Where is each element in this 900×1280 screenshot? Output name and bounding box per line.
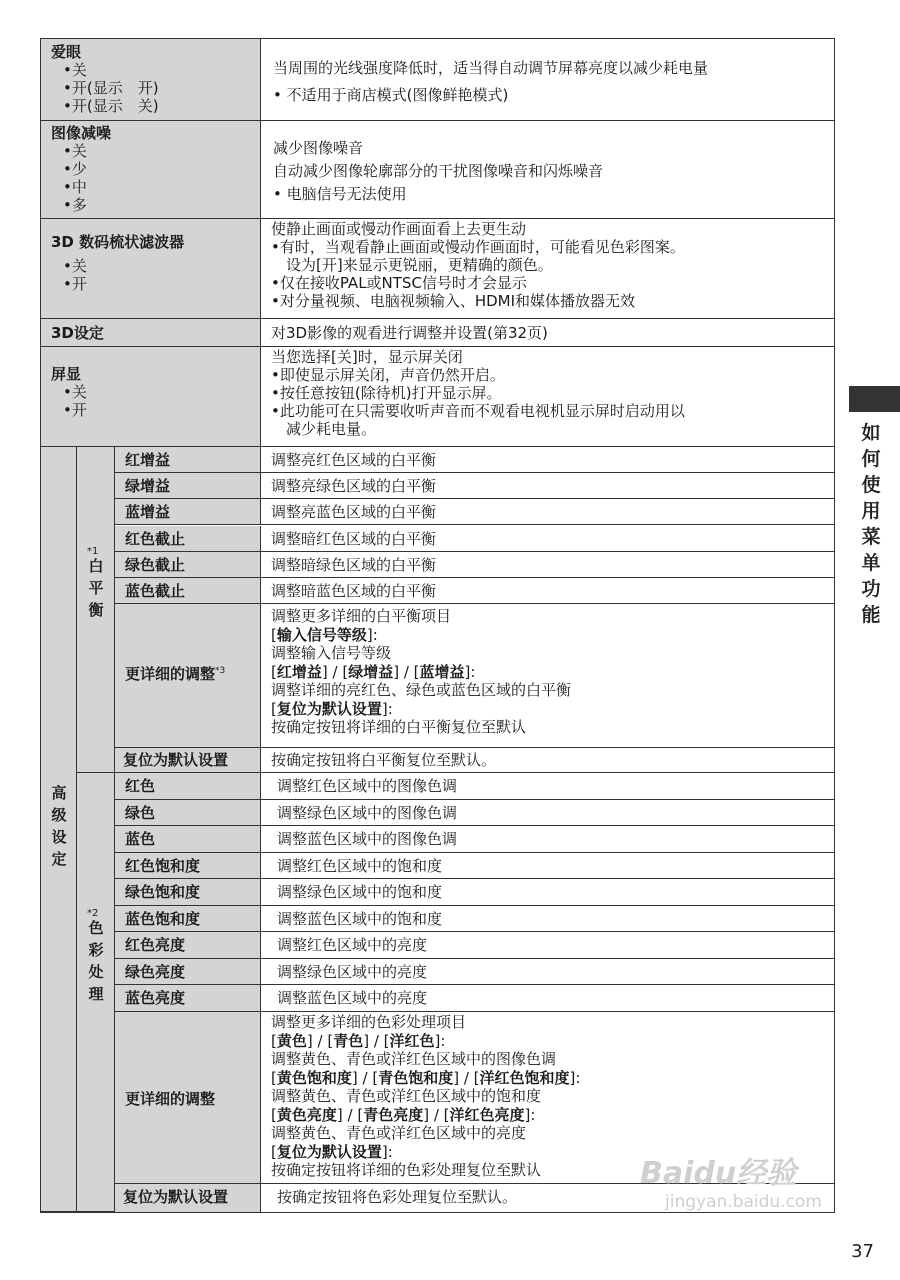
wb-item-name: 蓝色截止 (115, 578, 261, 604)
cp-label-char: 理 (88, 985, 104, 1003)
advanced-label-char: 定 (51, 850, 67, 868)
cp-detail-line: [复位为默认设置]: (271, 1142, 393, 1161)
wb-reset-desc: 按确定按钮将白平衡复位至默认。 (261, 748, 834, 773)
cp-detail-line: [黄色饱和度] / [青色饱和度] / [洋红色饱和度]: (271, 1068, 581, 1087)
comb-line: 使静止画面或慢动作画面看上去更生动 (271, 220, 527, 238)
side-tab-bar (849, 386, 900, 412)
cp-item-desc: 调整蓝色区域中的图像色调 (261, 826, 834, 853)
watermark-brand: Baidu经验 (640, 1156, 797, 1191)
wb-detail-label: 更详细的调整 (125, 665, 216, 683)
advanced-label (41, 782, 77, 870)
cp-item-desc: 调整红色区域中的亮度 (261, 932, 834, 959)
row-noise-label (41, 121, 261, 219)
cp-detail-name: 更详细的调整 (115, 1012, 261, 1184)
noise-title: 图像减噪 (51, 124, 112, 142)
wb-item-name: 绿增益 (115, 473, 261, 499)
cp-item-name: 蓝色 (115, 826, 261, 853)
row-comb-desc (261, 219, 834, 319)
cp-item-desc: 调整蓝色区域中的亮度 (261, 985, 834, 1012)
aiyan-desc: 当周围的光线强度降低时，适当得自动调节屏幕亮度以减少耗电量 (273, 59, 709, 77)
cp-label-char: 彩 (88, 941, 104, 959)
cp-mark: *2 (87, 908, 99, 919)
cp-item-desc: 调整红色区域中的饱和度 (261, 853, 834, 880)
wb-label (77, 555, 115, 621)
wb-detail-mark: *3 (215, 666, 226, 676)
wb-label-char: 白 (88, 557, 104, 575)
wb-item-name: 蓝增益 (115, 499, 261, 525)
row-3d-desc: 对3D影像的观看进行调整并设置(第32页) (261, 319, 834, 347)
osd-line: •即使显示屏关闭，声音仍然开启。 (271, 366, 505, 384)
cp-detail-line: [黄色亮度] / [青色亮度] / [洋红色亮度]: (271, 1105, 536, 1124)
cp-item-name: 红色饱和度 (115, 853, 261, 880)
advanced-label-char: 级 (51, 806, 67, 824)
advanced-label-col (41, 447, 77, 1212)
osd-line: •按任意按钮(除待机)打开显示屏。 (271, 384, 502, 402)
cp-label-col (77, 773, 115, 1212)
cp-item-desc: 调整绿色区域中的图像色调 (261, 800, 834, 827)
cp-item-name: 蓝色饱和度 (115, 906, 261, 933)
row-3d-label: 3D设定 (41, 319, 261, 347)
comb-title: 3D 数码梳状滤波器 (51, 233, 185, 251)
cp-detail-line: 调整黄色、青色或洋红色区域中的亮度 (271, 1124, 527, 1142)
cp-item-name: 红色亮度 (115, 932, 261, 959)
cp-item-desc: 调整绿色区域中的饱和度 (261, 879, 834, 906)
wb-item-desc: 调整暗蓝色区域的白平衡 (261, 578, 834, 604)
wb-detail-name (115, 604, 261, 748)
wb-detail-line: 调整更多详细的白平衡项目 (271, 607, 452, 625)
comb-line: •仅在接收PAL或NTSC信号时才会显示 (271, 274, 527, 292)
wb-detail-line: 按确定按钮将详细的白平衡复位至默认 (271, 718, 527, 736)
wb-detail-line: [红增益] / [绿增益] / [蓝增益]: (271, 662, 476, 681)
page-number: 37 (851, 1241, 874, 1262)
cp-label-char: 色 (88, 919, 104, 937)
cp-detail-line: 调整黄色、青色或洋红色区域中的图像色调 (271, 1050, 557, 1068)
row-osd-desc (261, 347, 834, 447)
comb-line: •有时，当观看静止画面或慢动作画面时，可能看见色彩图案。 (271, 238, 685, 256)
wb-reset-name: 复位为默认设置 (115, 748, 261, 773)
osd-opt: •开 (63, 401, 87, 419)
cp-reset-name: 复位为默认设置 (115, 1184, 261, 1212)
wb-label-char: 平 (88, 579, 104, 597)
row-noise-desc (261, 121, 834, 219)
cp-detail-line: [黄色] / [青色] / [洋红色]: (271, 1031, 446, 1050)
cp-reset-desc: 按确定按钮将色彩处理复位至默认。 (277, 1188, 518, 1206)
advanced-label-char: 设 (51, 828, 67, 846)
cp-detail-line: 调整黄色、青色或洋红色区域中的饱和度 (271, 1087, 542, 1105)
comb-line: •对分量视频、电脑视频输入、HDMI和媒体播放器无效 (271, 292, 636, 310)
aiyan-note: • 不适用于商店模式(图像鲜艳模式) (273, 86, 509, 104)
cp-detail-line: 按确定按钮将详细的色彩处理复位至默认 (271, 1161, 542, 1179)
noise-opt: •多 (63, 196, 87, 214)
noise-desc2: 自动减少图像轮廓部分的干扰图像噪音和闪烁噪音 (273, 162, 604, 180)
osd-line: 当您选择[关]时，显示屏关闭 (271, 348, 463, 366)
noise-opt: •中 (63, 178, 87, 196)
row-osd-label (41, 347, 261, 447)
cp-item-desc: 调整蓝色区域中的饱和度 (261, 906, 834, 933)
osd-title: 屏显 (51, 365, 82, 383)
wb-item-desc: 调整亮蓝色区域的白平衡 (261, 499, 834, 525)
aiyan-opt: •开(显示 开) (63, 79, 159, 97)
wb-item-name: 红增益 (115, 447, 261, 473)
comb-line: 设为[开]来显示更锐丽，更精确的颜色。 (271, 256, 553, 274)
wb-label-col (77, 447, 115, 773)
wb-detail-desc (261, 604, 834, 748)
wb-detail-line: 调整输入信号等级 (271, 644, 392, 662)
wb-item-name: 红色截止 (115, 526, 261, 552)
osd-line: •此功能可在只需要收听声音而不观看电视机显示屏时启动用以 (271, 402, 685, 420)
watermark-url: jingyan.baidu.com (665, 1192, 822, 1212)
cp-item-name: 绿色饱和度 (115, 879, 261, 906)
wb-detail-line: 调整详细的亮红色、绿色或蓝色区域的白平衡 (271, 681, 572, 699)
cp-label-char: 处 (88, 963, 104, 981)
wb-detail-line: [复位为默认设置]: (271, 699, 393, 718)
side-tab-text: 如何使用菜单功能 (861, 422, 881, 626)
cp-label (77, 917, 115, 1005)
wb-mark: *1 (87, 546, 99, 557)
cp-item-desc: 调整绿色区域中的亮度 (261, 959, 834, 986)
wb-item-name: 绿色截止 (115, 552, 261, 578)
wb-detail-line: [输入信号等级]: (271, 625, 378, 644)
wb-item-desc: 调整暗红色区域的白平衡 (261, 526, 834, 552)
wb-label-char: 衡 (88, 601, 104, 619)
wb-item-desc: 调整亮红色区域的白平衡 (261, 447, 834, 473)
cp-detail-line: 调整更多详细的色彩处理项目 (271, 1013, 467, 1031)
aiyan-title: 爱眼 (51, 43, 82, 61)
cp-item-name: 蓝色亮度 (115, 985, 261, 1012)
comb-opt: •关 (63, 257, 87, 275)
row-aiyan-desc (261, 39, 834, 121)
settings-table (40, 38, 835, 1213)
noise-opt: •关 (63, 142, 87, 160)
row-comb-label (41, 219, 261, 319)
cp-item-name: 红色 (115, 773, 261, 800)
advanced-label-char: 高 (51, 784, 67, 802)
noise-opt: •少 (63, 160, 87, 178)
comb-opt: •开 (63, 275, 87, 293)
noise-desc: 减少图像噪音 (273, 139, 364, 157)
cp-item-name: 绿色 (115, 800, 261, 827)
cp-item-name: 绿色亮度 (115, 959, 261, 986)
aiyan-opt: •开(显示 关) (63, 97, 159, 115)
osd-line: 减少耗电量。 (271, 420, 377, 438)
wb-item-desc: 调整暗绿色区域的白平衡 (261, 552, 834, 578)
row-aiyan-label (41, 39, 261, 121)
cp-item-desc: 调整红色区域中的图像色调 (261, 773, 834, 800)
aiyan-opt: •关 (63, 61, 87, 79)
noise-note: • 电脑信号无法使用 (273, 185, 407, 203)
osd-opt: •关 (63, 383, 87, 401)
wb-item-desc: 调整亮绿色区域的白平衡 (261, 473, 834, 499)
